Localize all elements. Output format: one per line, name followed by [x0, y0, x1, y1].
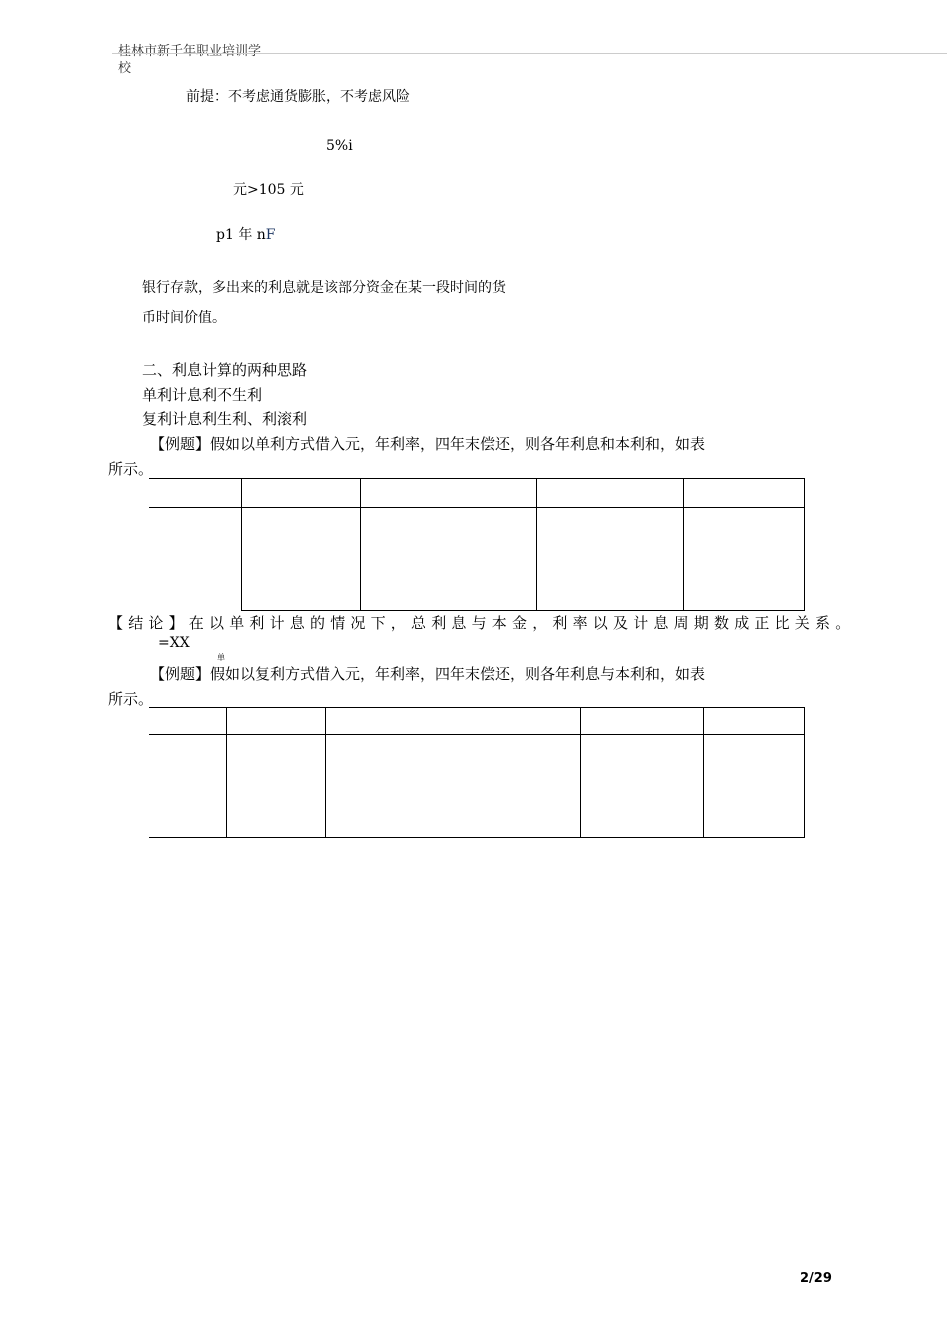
- rate-label: 5%i: [326, 138, 353, 154]
- example1-text-line2: 所示。: [108, 460, 154, 478]
- table-cell: [241, 508, 360, 611]
- table-row: [149, 508, 804, 611]
- period-label-p: p1 年 n: [216, 227, 266, 243]
- table-row: [149, 479, 804, 508]
- table-row: [149, 708, 804, 735]
- table-cell: [703, 708, 804, 735]
- premise-text: 前提：不考虑通货膨胀，不考虑风险: [186, 89, 410, 105]
- example1-text-line1: 【例题】假如以单利方式借入元，年利率，四年末偿还，则各年利息和本利和，如表: [150, 435, 706, 453]
- table-row: [149, 735, 804, 838]
- page-number: 2/29: [800, 1271, 832, 1286]
- period-label-f: F: [265, 227, 276, 243]
- period-label: [216, 224, 276, 244]
- table-cell: [360, 508, 536, 611]
- table-cell: [536, 508, 683, 611]
- section-title: 二、利息计算的两种思路: [142, 361, 308, 379]
- table-cell: [149, 508, 241, 611]
- table-cell: [683, 479, 804, 508]
- table-cell: [149, 479, 241, 508]
- table-cell: [580, 708, 703, 735]
- table-cell: [580, 735, 703, 838]
- example2-text-line1: 【例题】假如以复利方式借入元，年利率，四年末偿还，则各年利息与本利和，如表: [150, 665, 706, 683]
- simple-interest-table: [149, 478, 805, 611]
- header-school-name: 桂林市新千年职业培训学: [118, 44, 262, 59]
- table-cell: [683, 508, 804, 611]
- formula-text: =XX: [158, 635, 190, 651]
- formula-subscript: 单: [217, 653, 225, 662]
- header-school-name-cont: 校: [118, 61, 132, 76]
- table-cell: [536, 479, 683, 508]
- bank-deposit-text-line1: 银行存款，多出来的利息就是该部分资金在某一段时间的货: [142, 280, 506, 296]
- amount-label: 元>105 元: [233, 182, 304, 198]
- header-divider: [112, 53, 947, 54]
- table-cell: [325, 735, 580, 838]
- table-cell: [149, 735, 226, 838]
- bank-deposit-text-line2: 币时间价值。: [142, 310, 226, 326]
- table-cell: [149, 708, 226, 735]
- table-cell: [226, 735, 325, 838]
- table-cell: [226, 708, 325, 735]
- compound-interest-text: 复利计息利生利、利滚利: [142, 410, 308, 428]
- compound-interest-table: [149, 707, 805, 838]
- table-cell: [325, 708, 580, 735]
- table-cell: [241, 479, 360, 508]
- table-cell: [703, 735, 804, 838]
- conclusion-text: 【结论】在以单利计息的情况下，总利息与本金，利率以及计息周期数成正比关系。: [108, 614, 856, 632]
- table-cell: [360, 479, 536, 508]
- example2-text-line2: 所示。: [108, 690, 154, 708]
- simple-interest-text: 单利计息利不生利: [142, 386, 263, 404]
